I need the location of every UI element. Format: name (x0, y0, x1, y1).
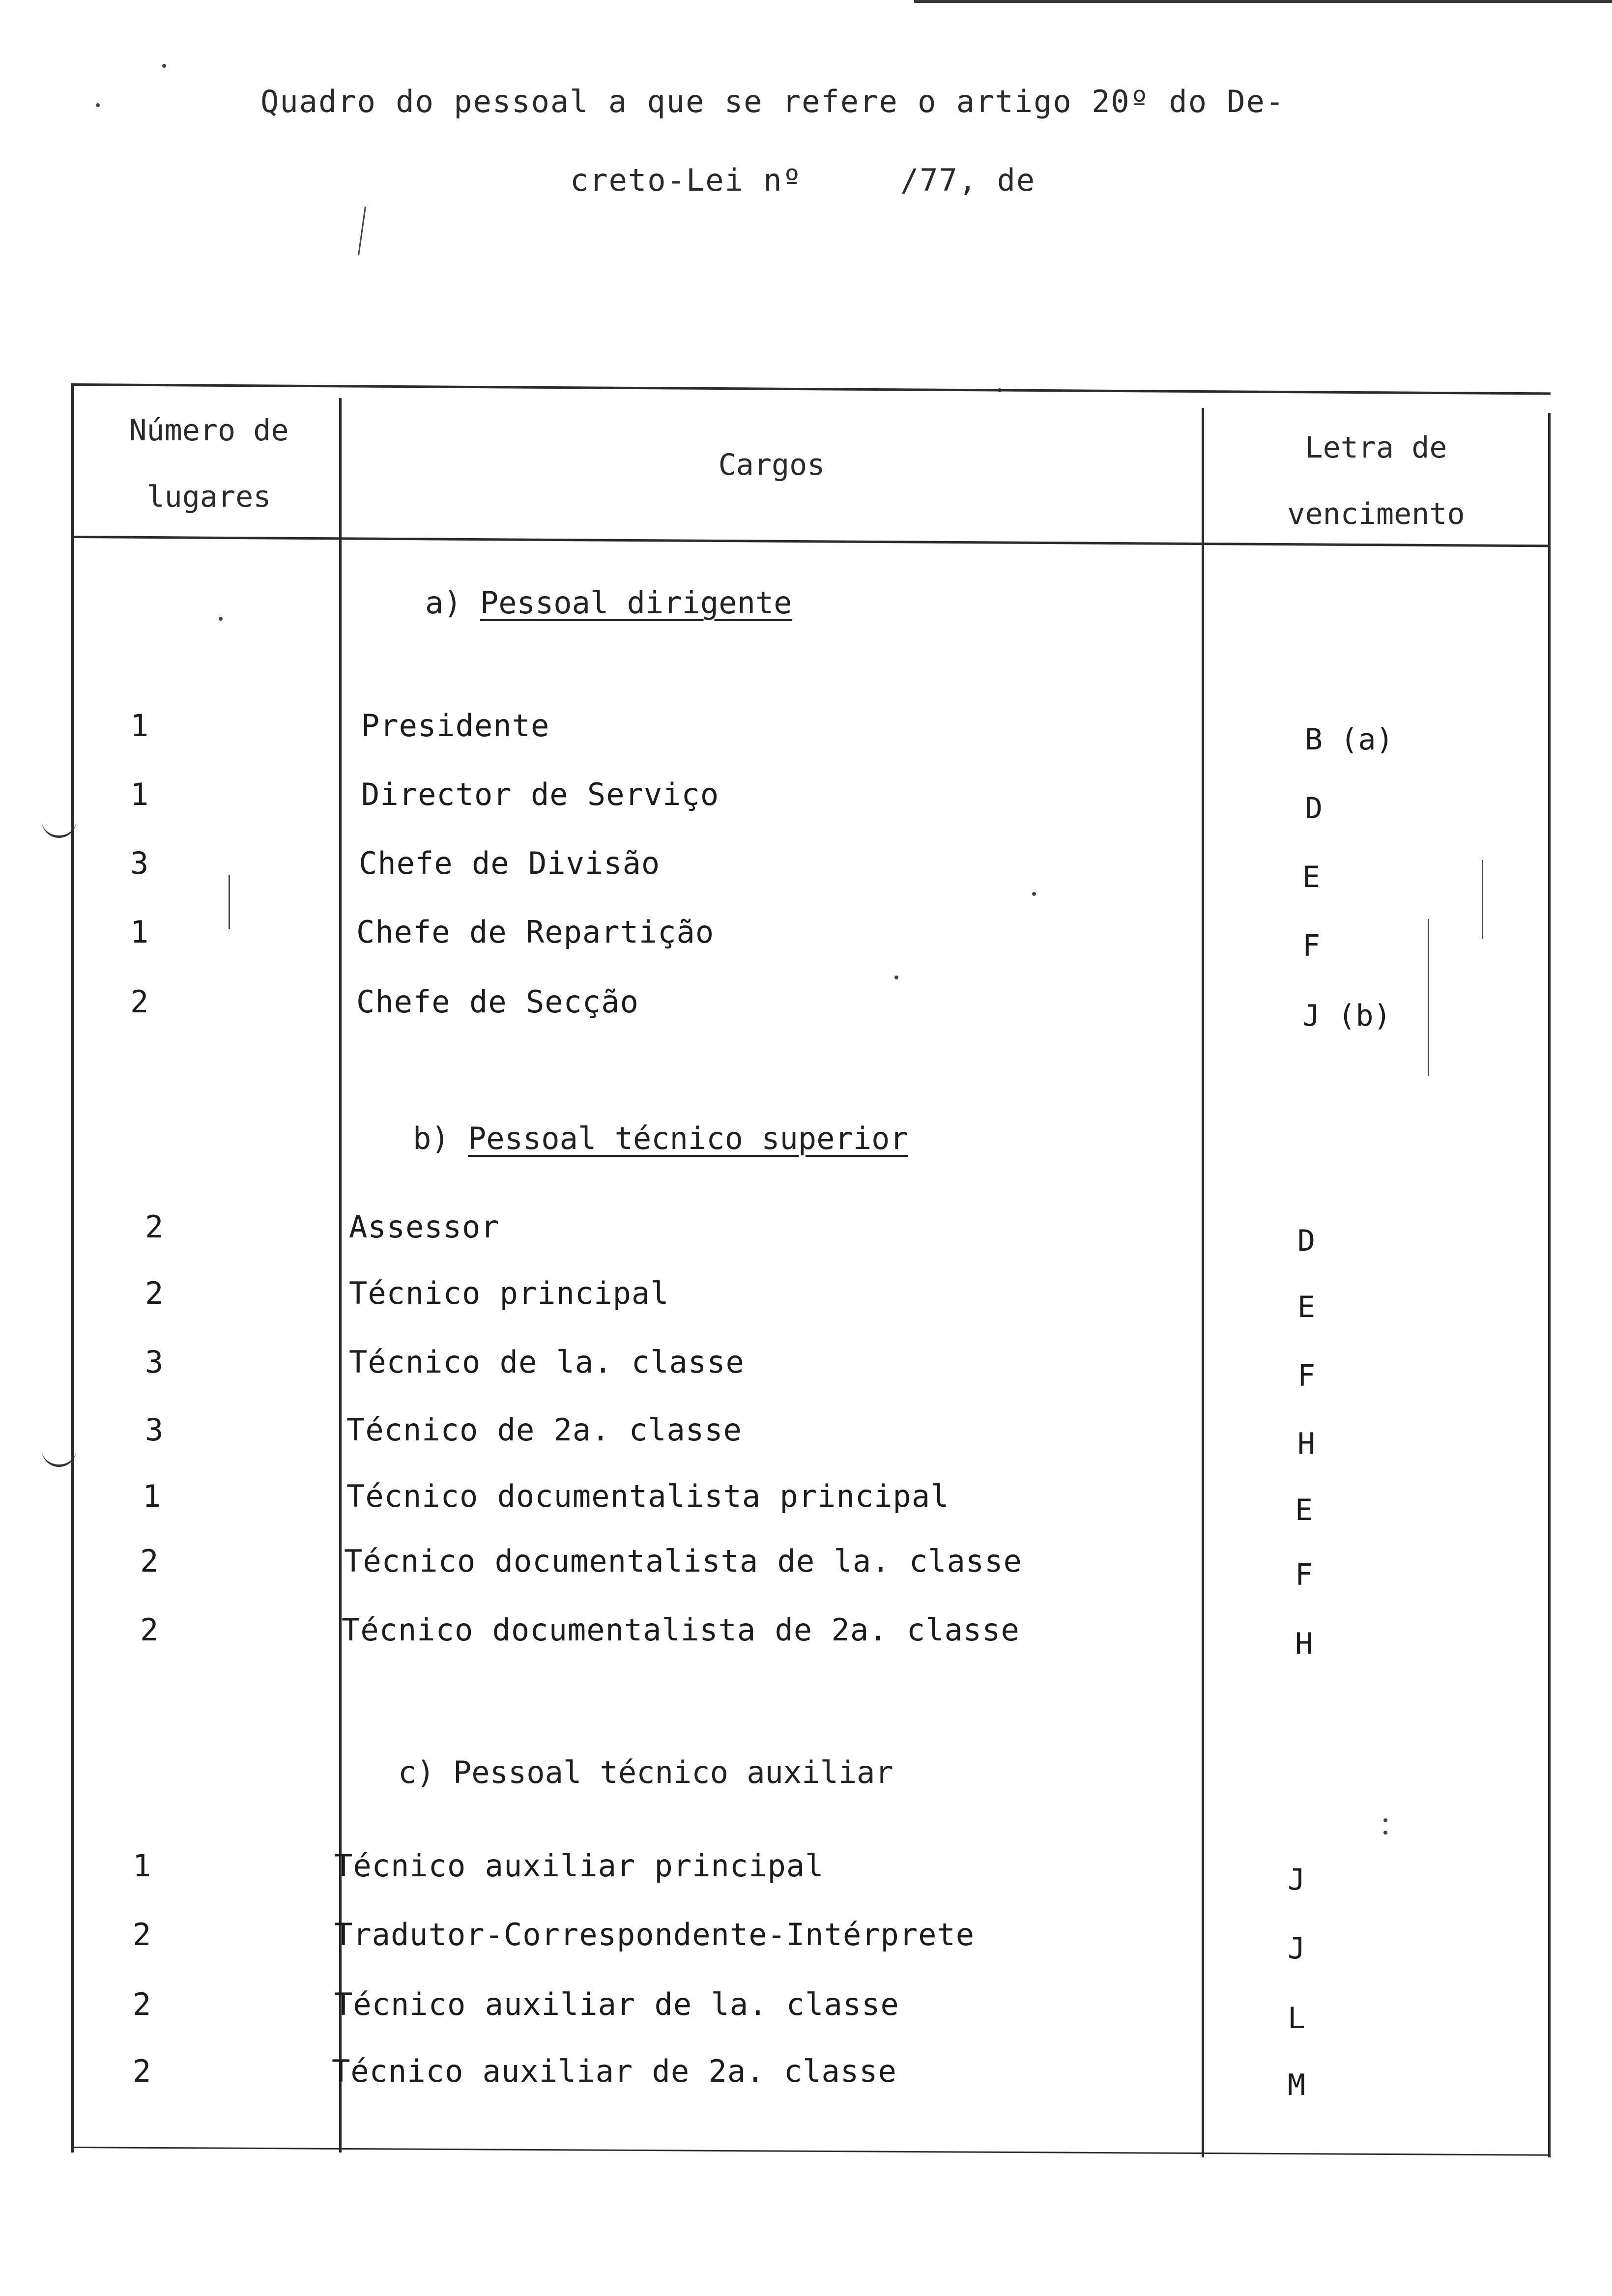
row-letra: H (1295, 1627, 1313, 1661)
row-letra: F (1297, 1359, 1316, 1393)
row-cargo: Tradutor-Correspondente-Intérprete (334, 1917, 975, 1952)
header-cargos: Cargos (718, 448, 825, 482)
row-letra: L (1288, 2001, 1306, 2036)
top-rule (914, 0, 1612, 3)
table-row (71, 1848, 1551, 1912)
decree-reference: creto-Lei nº (570, 162, 802, 198)
table-row (71, 2053, 1551, 2117)
row-cargo: Técnico principal (349, 1275, 669, 1311)
section-a-prefix: a) (425, 585, 462, 621)
table-row (71, 1412, 1551, 1476)
header-numero-line-2: lugares (146, 480, 271, 514)
row-num: 2 (140, 1543, 159, 1579)
row-letra: M (1288, 2068, 1306, 2102)
row-letra: E (1297, 1290, 1316, 1324)
table-border-bottom (71, 2147, 1551, 2156)
row-num: 3 (145, 1344, 164, 1380)
table-row (71, 708, 1551, 772)
section-c-title (398, 1754, 893, 1790)
section-a-label: Pessoal dirigente (480, 585, 792, 621)
row-cargo: Chefe de Divisão (359, 845, 661, 881)
table-row (71, 914, 1551, 978)
row-letra: D (1305, 791, 1323, 826)
row-letra: F (1302, 929, 1321, 963)
document-title-line-1: Quadro do pessoal a que se refere o artigo 20º do De- (260, 84, 1285, 119)
row-cargo: Director de Serviço (361, 776, 720, 812)
row-letra: H (1297, 1427, 1316, 1461)
table-border-top (71, 383, 1551, 395)
row-num: 2 (145, 1275, 164, 1311)
row-letra: D (1297, 1224, 1316, 1258)
row-num: 3 (145, 1412, 164, 1448)
row-num: 1 (130, 708, 149, 744)
row-num: 1 (143, 1478, 161, 1514)
header-letra-line-1: Letra de (1305, 430, 1447, 465)
row-letra: J (b) (1302, 999, 1391, 1033)
table-row (71, 984, 1551, 1048)
row-cargo: Presidente (361, 708, 550, 744)
row-cargo: Técnico documentalista principal (346, 1478, 950, 1514)
row-cargo: Técnico auxiliar principal (334, 1848, 824, 1884)
row-cargo: Técnico documentalista de la. classe (344, 1543, 1022, 1579)
row-num: 2 (133, 1986, 151, 2022)
decree-year: /77, de (900, 162, 1036, 198)
row-num: 2 (145, 1209, 164, 1245)
table-row (71, 1612, 1551, 1676)
staff-table (71, 383, 1551, 2157)
header-numero-line-1: Número de (129, 413, 289, 448)
row-num: 1 (130, 914, 149, 950)
row-num: 2 (140, 1612, 159, 1648)
table-row (71, 845, 1551, 909)
table-row (71, 1344, 1551, 1408)
table-row (71, 1478, 1551, 1542)
section-b-label: Pessoal técnico superior (467, 1120, 908, 1156)
row-cargo: Técnico auxiliar de 2a. classe (332, 2053, 897, 2089)
row-letra: F (1295, 1558, 1313, 1592)
row-letra: E (1295, 1493, 1313, 1527)
row-cargo: Técnico auxiliar de la. classe (334, 1986, 899, 2022)
row-num: 3 (130, 845, 149, 881)
table-row (71, 1275, 1551, 1339)
table-row (71, 1209, 1551, 1273)
section-a-title (425, 585, 792, 621)
table-row (71, 776, 1551, 840)
row-letra: E (1302, 860, 1321, 894)
row-cargo: Técnico documentalista de 2a. classe (342, 1612, 1020, 1648)
document-title-line-2 (570, 162, 1036, 198)
row-cargo: Chefe de Repartição (356, 914, 715, 950)
header-letra-line-2: vencimento (1287, 497, 1465, 531)
row-letra: J (1288, 1931, 1306, 1966)
section-b-prefix: b) (413, 1120, 450, 1156)
section-b-title (413, 1120, 908, 1156)
row-cargo: Chefe de Secção (356, 984, 639, 1020)
row-cargo: Assessor (349, 1209, 500, 1245)
scan-speck (96, 103, 100, 107)
row-num: 1 (130, 776, 149, 812)
row-cargo: Técnico de 2a. classe (346, 1412, 742, 1448)
scan-speck (162, 64, 166, 68)
table-row (71, 1917, 1551, 1980)
table-row (71, 1986, 1551, 2050)
row-letra: B (a) (1305, 722, 1394, 757)
section-c-prefix: c) (398, 1754, 435, 1790)
row-num: 1 (133, 1848, 151, 1884)
table-row (71, 1543, 1551, 1607)
row-num: 2 (133, 1917, 151, 1952)
scan-mark (358, 206, 366, 255)
row-num: 2 (133, 2053, 151, 2089)
section-c-label: Pessoal técnico auxiliar (453, 1754, 893, 1790)
row-num: 2 (130, 984, 149, 1020)
row-letra: J (1288, 1863, 1306, 1897)
row-cargo: Técnico de la. classe (349, 1344, 745, 1380)
